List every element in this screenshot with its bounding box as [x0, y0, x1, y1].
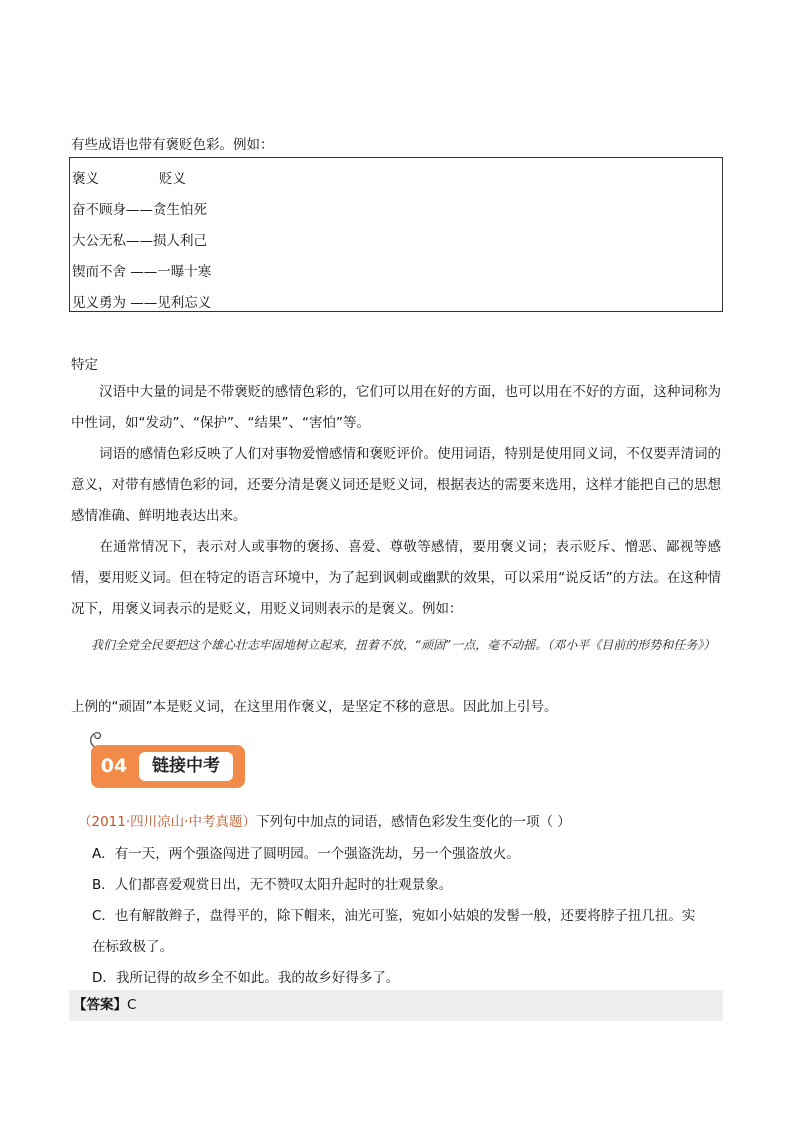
- section-badge: [91, 745, 245, 788]
- table-row: 大公无私——损人利己: [72, 233, 207, 249]
- table-row: 锲而不舍 ——一曝十寒: [72, 264, 212, 280]
- option-b: B．人们都喜爱观赏日出，无不赞叹太阳升起时的壮观景象。: [92, 877, 453, 893]
- paragraph: 词语的感情色彩反映了人们对事物爱憎感情和褒贬评价。使用词语，特别是使用同义词，不仅要弄清词的意义，对带有感情色彩的词，还要分清是褒义词还是贬义词，根据表达的需要来选用，这样才能把自己的思想感情准确、鲜明地表达出来。: [71, 446, 721, 524]
- option-c: C．也有解散辫子，盘得平的，除下帽来，油光可鉴，宛如小姑娘的发髻一般，还要将脖子扭几扭。实: [92, 908, 696, 924]
- question-stem: （2011·四川凉山·中考真题）下列句中加点的词语，感情色彩发生变化的一项（ ）: [78, 814, 571, 830]
- example-quote: 我们全党全民要把这个雄心壮志牢固地树立起来，扭着不放，“顽固”一点，毫不动摇。（邓小平《目前的形势和任务》）: [91, 638, 716, 652]
- idiom-table: [69, 157, 723, 312]
- answer-tag: 【答案】: [73, 997, 127, 1013]
- table-row: 见义勇为 ——见利忘义: [72, 295, 212, 311]
- intro-text: 有些成语也带有褒贬色彩。例如：: [71, 137, 274, 153]
- table-header: [72, 167, 186, 187]
- question-source: （2011·四川凉山·中考真题）: [78, 814, 256, 830]
- quote-explanation: 上例的“顽固”本是贬义词，在这里用作褒义，是坚定不移的意思。因此加上引号。: [71, 699, 558, 715]
- option-a: A．有一天，两个强盗闯进了圆明园。一个强盗洗劫，另一个强盗放火。: [92, 846, 520, 862]
- section-number: 04: [100, 755, 128, 777]
- header-commendatory: 褒义: [72, 171, 99, 187]
- header-derogatory: 贬义: [159, 171, 186, 187]
- section-label: 链接中考: [139, 752, 233, 781]
- paragraph: 在通常情况下，表示对人或事物的褒扬、喜爱、尊敬等感情，要用褒义词；表示贬斥、憎恶、鄙视等感情，要用贬义词。但在特定的语言环境中，为了起到讽刺或幽默的效果，可以采用“说反话”的方法。在这种情况下，用褒义词表示的是贬义，用贬义词则表示的是褒义。例如：: [71, 539, 721, 617]
- section-heading: 特定: [71, 357, 98, 373]
- option-d: D．我所记得的故乡全不如此。我的故乡好得多了。: [92, 970, 400, 986]
- option-c-continued: 在标致极了。: [92, 939, 173, 955]
- answer-bar: [69, 990, 723, 1021]
- paragraph: 汉语中大量的词是不带褒贬的感情色彩的，它们可以用在好的方面，也可以用在不好的方面，这种词称为中性词，如“发动”、“保护”、“结果”、“害怕”等。: [71, 384, 721, 431]
- table-row: 奋不顾身——贪生怕死: [72, 202, 207, 218]
- answer-value: C: [127, 997, 137, 1013]
